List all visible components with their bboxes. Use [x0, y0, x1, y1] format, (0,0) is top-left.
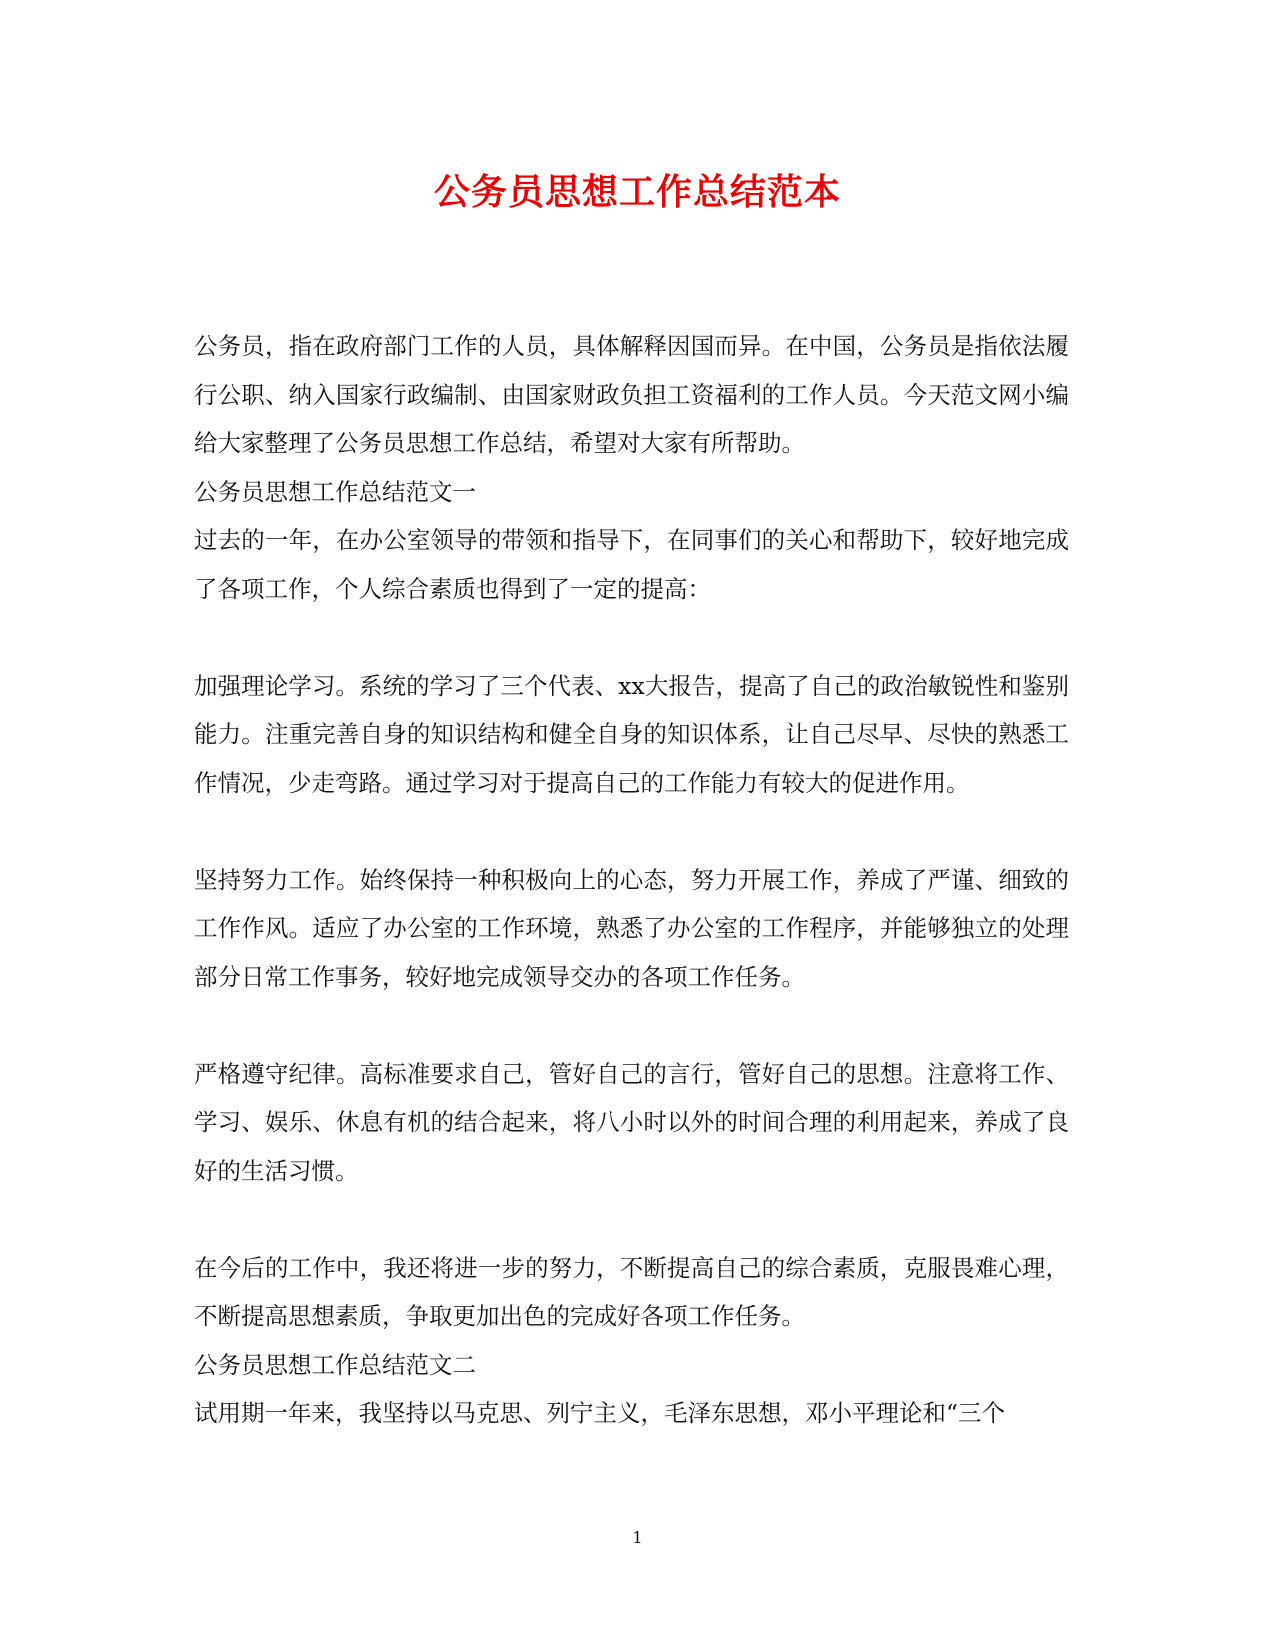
document-title: 公务员思想工作总结范本: [433, 171, 841, 213]
section-heading-sample-two: 公务员思想工作总结范文二: [194, 1350, 476, 1379]
page-number: 1: [632, 1528, 643, 1547]
paragraph-probation: 试用期一年来，我坚持以马克思、列宁主义，毛泽东思想，邓小平理论和“三个: [194, 1399, 1006, 1427]
paragraph-future-work: 在今后的工作中，我还将进一步的努力，不断提高自己的综合素质，克服畏难心理，不断提高思想素质，争取更加出色的完成好各项工作任务。: [194, 1253, 1069, 1330]
paragraph-discipline: 严格遵守纪律。高标准要求自己，管好自己的言行，管好自己的思想。注意将工作、学习、娱乐、休息有机的结合起来，将八小时以外的时间合理的利用起来，养成了良好的生活习惯。: [194, 1059, 1069, 1185]
document-body: [194, 322, 1069, 1438]
paragraph-past-year: 过去的一年，在办公室领导的带领和指导下，在同事们的关心和帮助下，较好地完成了各项工作，个人综合素质也得到了一定的提高：: [194, 526, 1069, 603]
paragraph-theory-study: 加强理论学习。系统的学习了三个代表、xx大报告，提高了自己的政治敏锐性和鉴别能力。注重完善自身的知识结构和健全自身的知识体系，让自己尽早、尽快的熟悉工作情况，少走弯路。通过学习对于提高自己的工作能力有较大的促进作用。: [194, 671, 1069, 797]
section-heading-sample-one: 公务员思想工作总结范文一: [194, 477, 476, 506]
paragraph-intro: 公务员，指在政府部门工作的人员，具体解释因国而异。在中国，公务员是指依法履行公职、纳入国家行政编制、由国家财政负担工资福利的工作人员。今天范文网小编给大家整理了公务员思想工作总结，希望对大家有所帮助。: [194, 332, 1069, 457]
paragraph-hard-work: 坚持努力工作。始终保持一种积极向上的心态，努力开展工作，养成了严谨、细致的工作作风。适应了办公室的工作环境，熟悉了办公室的工作程序，并能够独立的处理部分日常工作事务，较好地完成领导交办的各项工作任务。: [194, 865, 1069, 991]
